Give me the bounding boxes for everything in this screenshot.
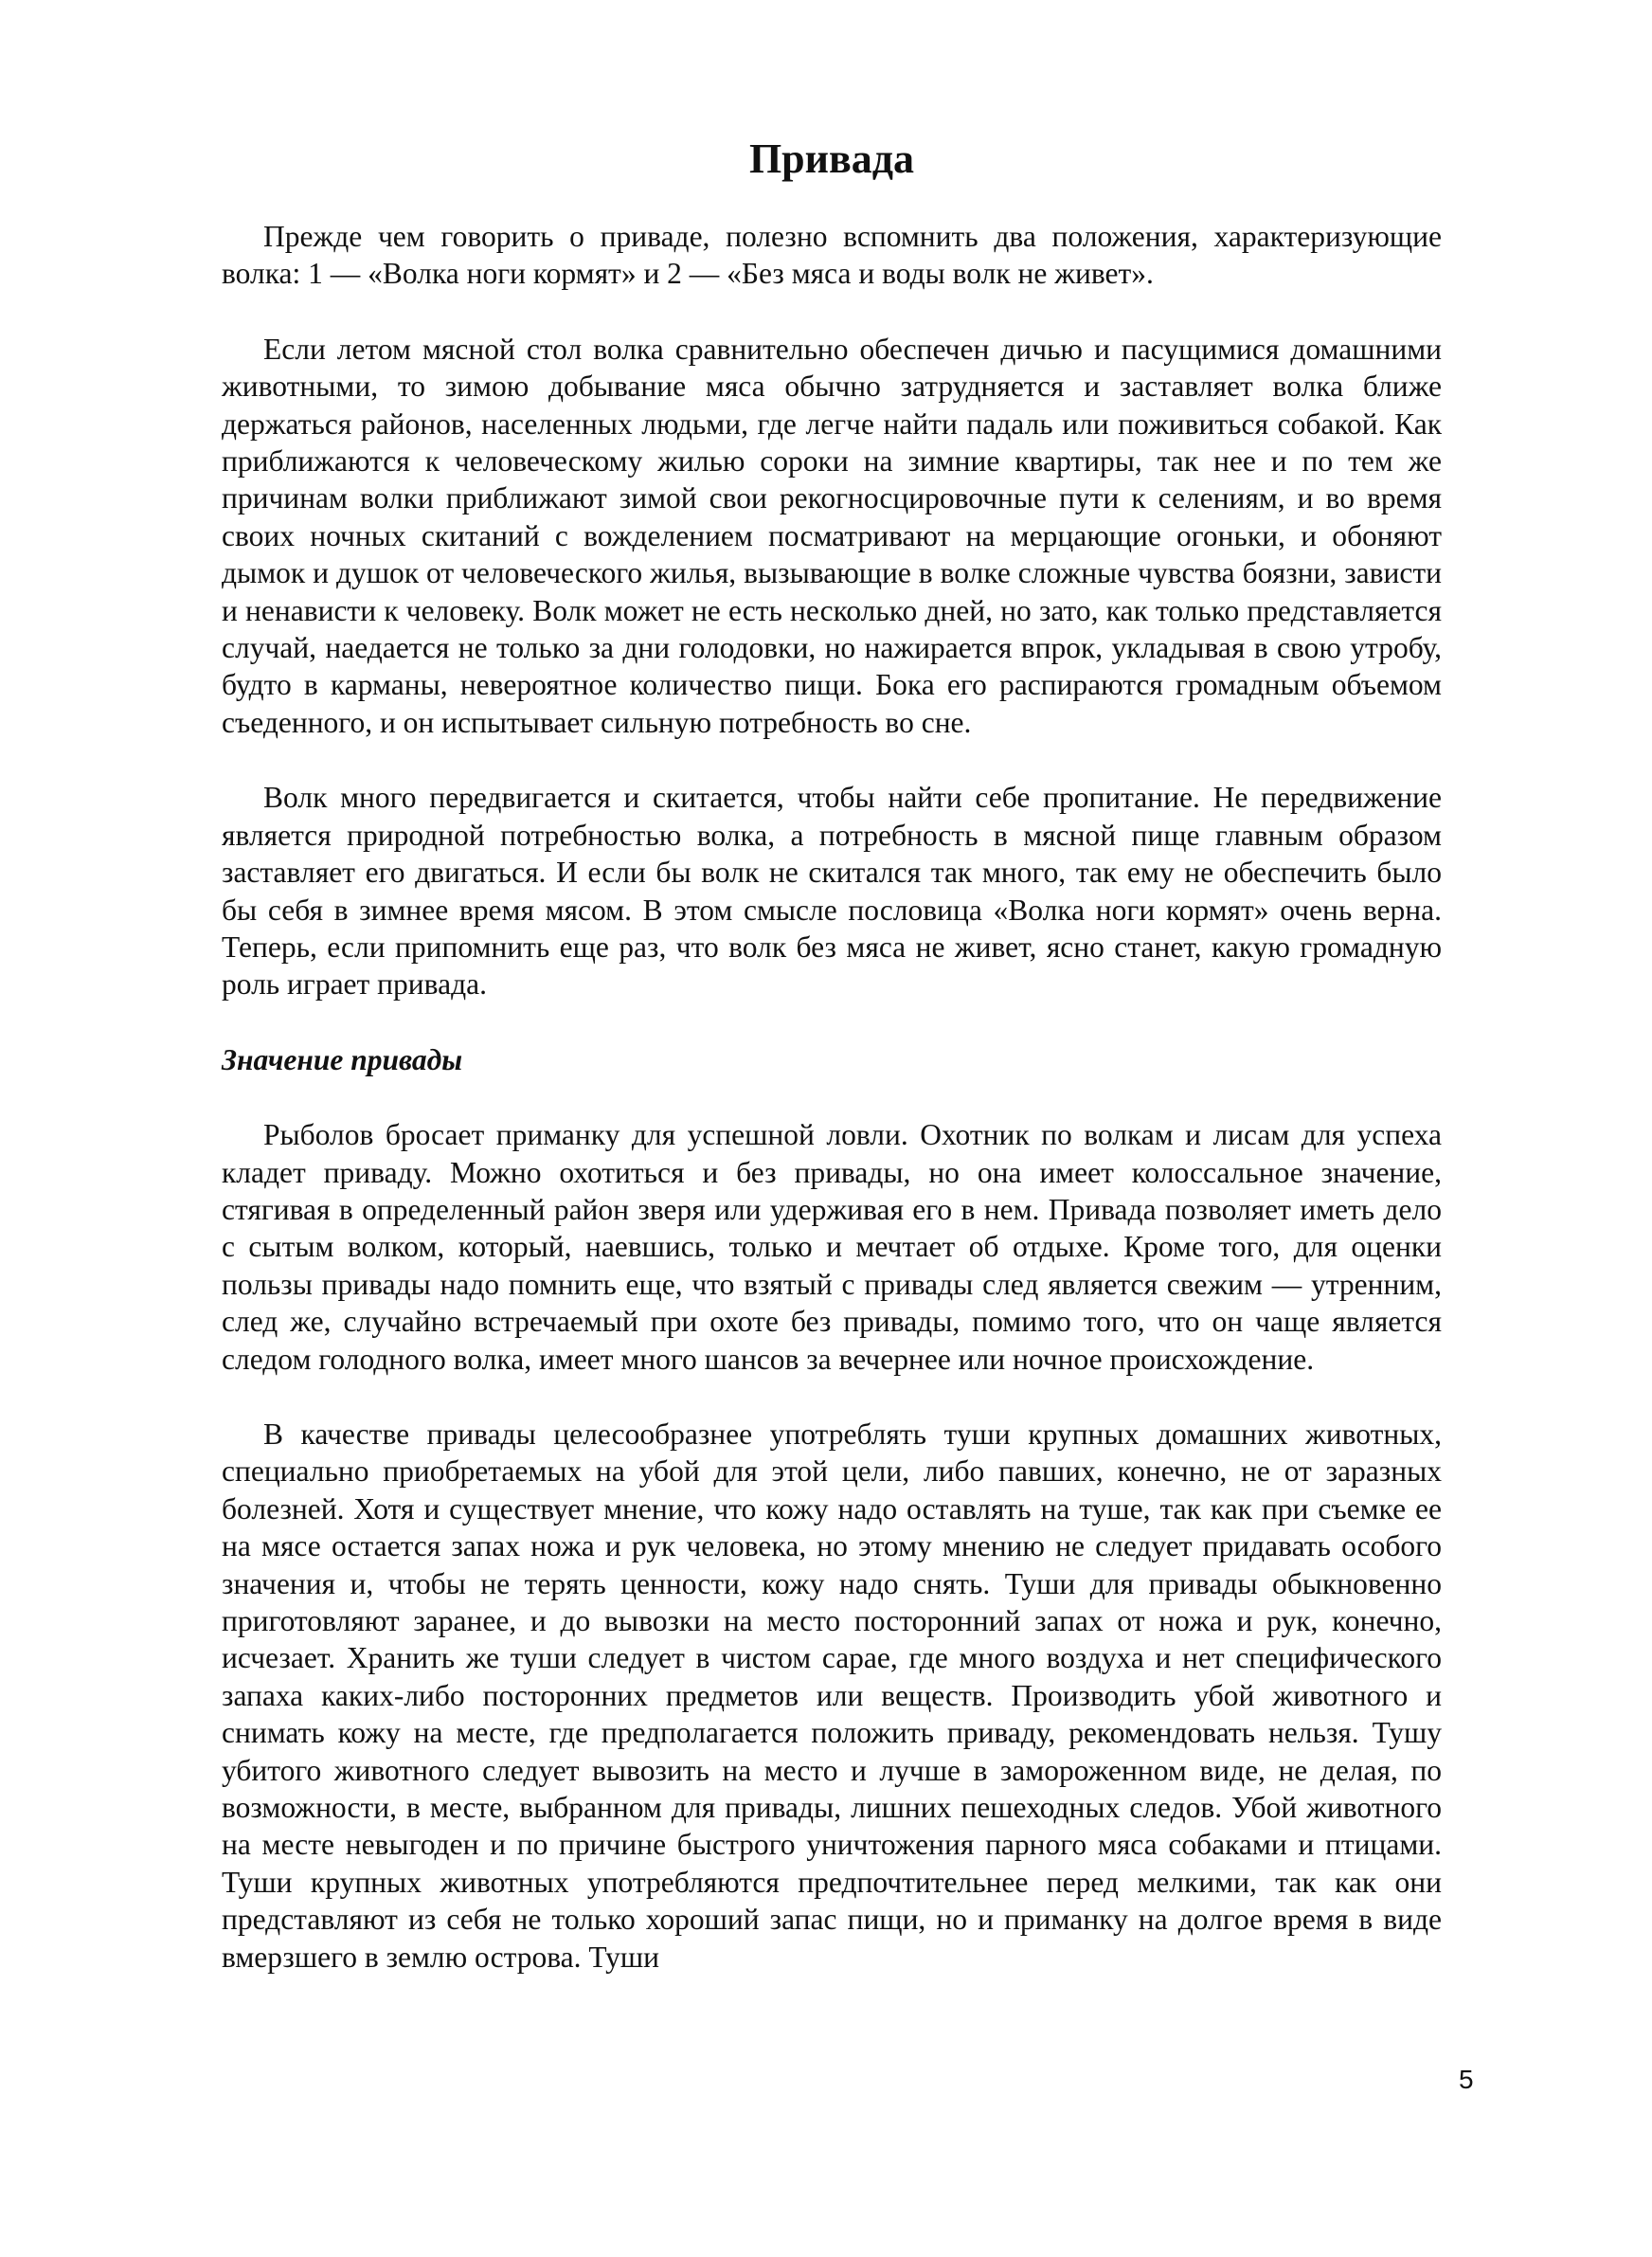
paragraph-intro: Прежде чем говорить о приваде, полезно вспомнить два положения, характеризующие волка: 1 — «Волка ноги кормят» и 2 — «Без мяса и воды волк не живет». <box>222 220 1442 291</box>
paragraph-wandering: Волк много передвигается и скитается, чтобы найти себе пропитание. Не передвижение является природной потребностью волка, а потребность в мясной пище главным образом заставляет его двигаться. И если бы волк не скитался так много, так ему не обеспечить было бы себя в зимнее время мясом. В этом смысле пословица «Волка ноги кормят» очень верна. Теперь, если припомнить еще раз, что волк без мяса не живет, ясно станет, какую громадную роль играет привада. <box>222 781 1442 1002</box>
page-title: Привада <box>748 135 915 182</box>
paragraph-bait-meaning: Рыболов бросает приманку для успешной ловли. Охотник по волкам и лисам для успеха кладет приваду. Можно охотиться и без привады, но она имеет колоссальное значение, стягивая в определенный район зверя или удерживая его в нем. Привада позволяет иметь дело с сытым волком, который, наевшись, только и мечтает об отдыхе. Кроме того, для оценки пользы привады надо помнить еще, что взятый с привады след является свежим — утренним, след же, случайно встречаемый при охоте без привады, помимо того, что он чаще является следом голодного волка, имеет много шансов за вечернее или ночное происхождение. <box>222 1118 1442 1376</box>
paragraph-winter-food: Если летом мясной стол волка сравнительно обеспечен дичью и пасущимися домашними животными, то зимою добывание мяса обычно затрудняется и заставляет волка ближе держаться районов, населенных людьми, где легче найти падаль или поживиться собакой. Как приближаются к человеческому жилью сороки на зимние квартиры, так нее и по тем же причинам волки приближают зимой свои рекогносцировочные пути к селениям, и во время своих ночных скитаний с вожделением посматривают на мерцающие огоньки, и обоняют дымок и душок от человеческого жилья, вызывающие в волке сложные чувства боязни, зависти и ненависти к человеку. Волк может не есть несколько дней, но зато, как только представляется случай, наедается не только за дни голодовки, но нажирается впрок, укладывая в свою утробу, будто в карманы, невероятное количество пищи. Бока его распираются громадным объемом съеденного, и он испытывает сильную потребность во сне. <box>222 332 1442 739</box>
document-page <box>222 133 1442 2013</box>
paragraph-carcasses: В качестве привады целесообразнее употреблять туши крупных домашних животных, специально приобретаемых на убой для этой цели, либо павших, конечно, не от заразных болезней. Хотя и существует мнение, что кожу надо оставлять на туше, так как при съемке ее на мясе остается запах ножа и рук человека, но этому мнению не следует придавать особого значения и, чтобы не терять ценности, кожу надо снять. Туши для привады обыкновенно приготовляют заранее, и до вывозки на место посторонний запах от ножа и рук, конечно, исчезает. Хранить же туши следует в чистом сарае, где много воздуха и нет специфического запаха каких-либо посторонних предметов или веществ. Производить убой животного и снимать кожу на месте, где предполагается положить приваду, рекомендовать нельзя. Тушу убитого животного следует вывозить на место и лучше в замороженном виде, не делая, по возможности, в месте, выбранном для привады, лишних пешеходных следов. Убой животного на месте невыгоден и по причине быстрого уничтожения парного мяса собаками и птицами. Туши крупных животных употребляются предпочтительнее перед мелкими, так как они представляют из себя не только хороший запас пищи, но и приманку на долгое время в виде вмерзшего в землю острова. Туши <box>222 1417 1442 1974</box>
section-heading: Значение привады <box>222 1042 463 1076</box>
page-number: 5 <box>1459 2065 1474 2094</box>
